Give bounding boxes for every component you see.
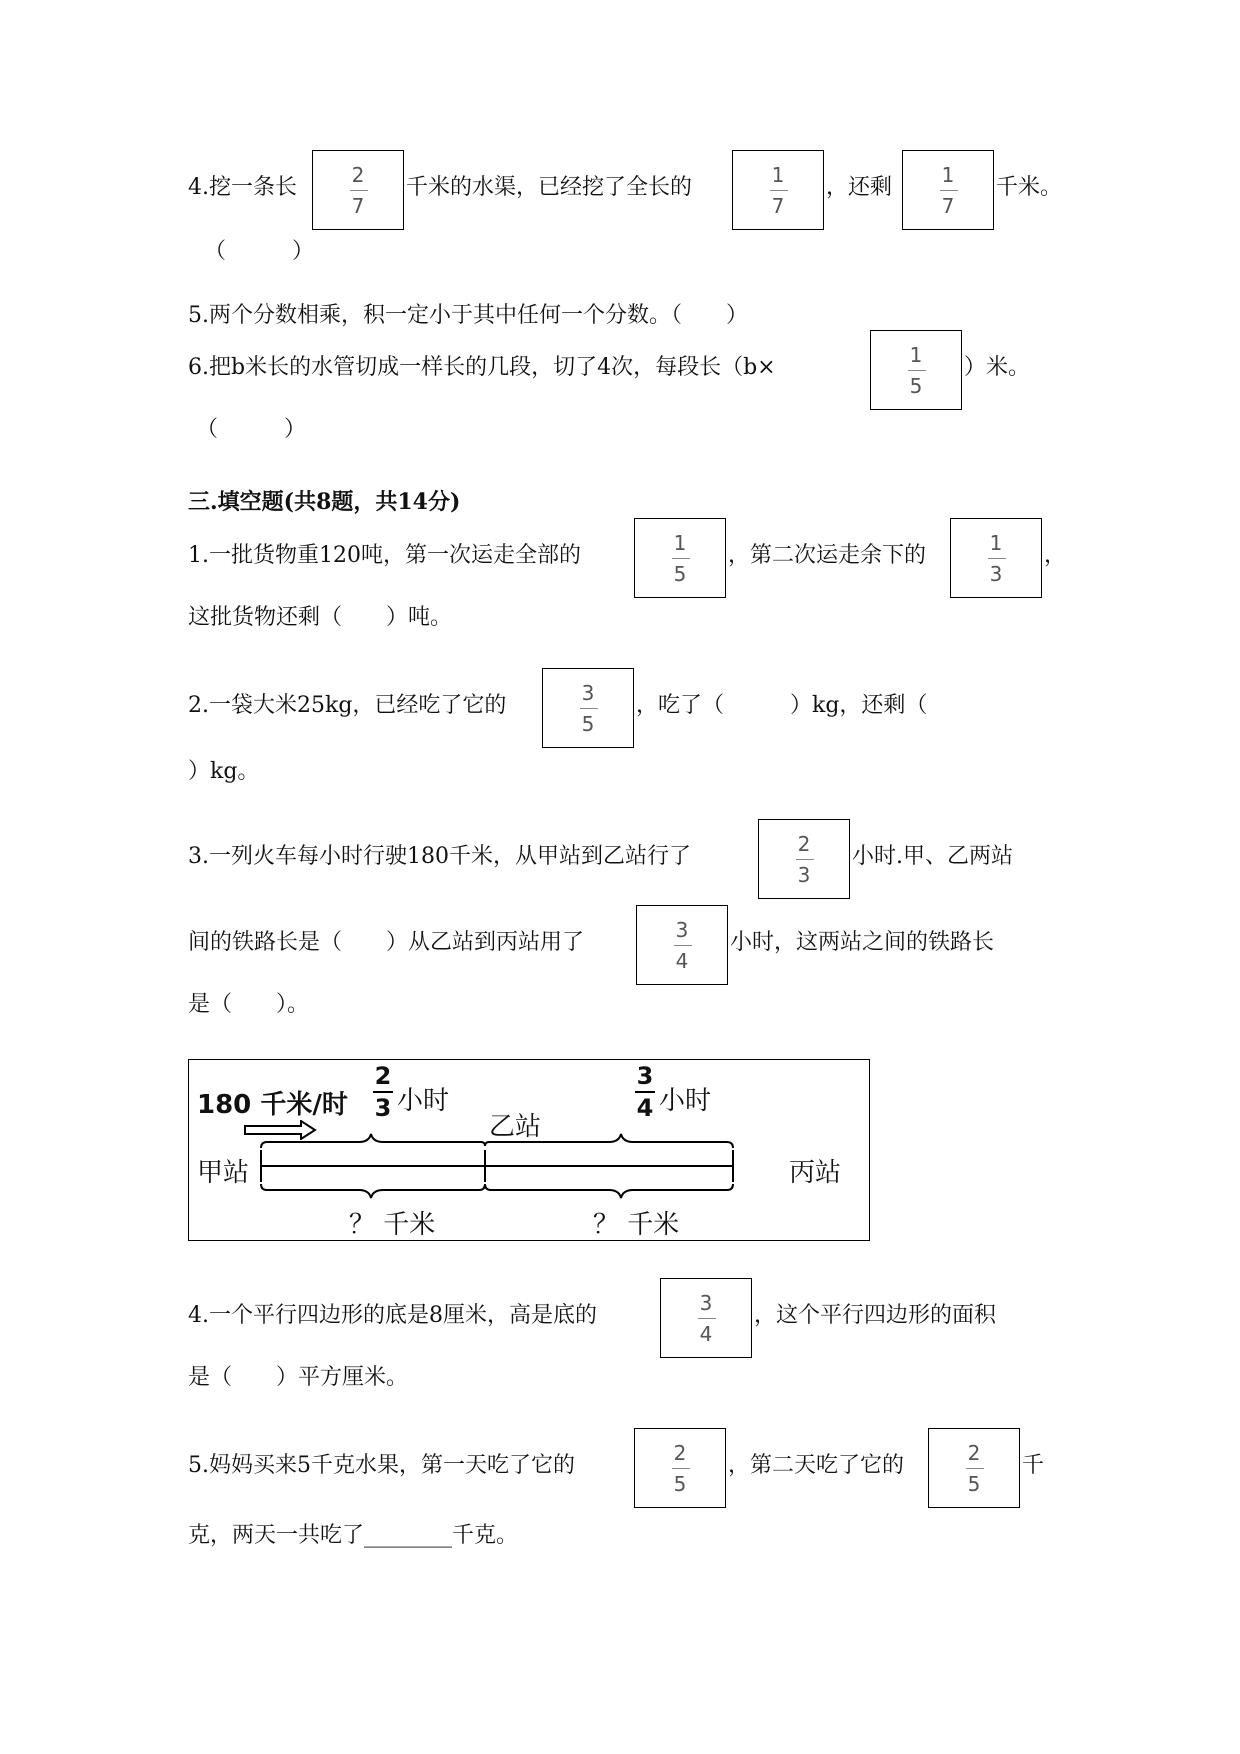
j6-text-a: 6.把b米长的水管切成一样长的几段，切了4次，每段长（b× (188, 355, 776, 380)
j4-answer-paren: （ ） (204, 239, 315, 264)
denominator: 4 (636, 1094, 654, 1122)
denominator: 4 (699, 1322, 713, 1346)
f3-text-c: 间的铁路长是（ ）从乙站到丙站用了 (188, 930, 585, 955)
f4-text-b: ，这个平行四边形的面积 (754, 1303, 997, 1328)
fraction-box (634, 1428, 726, 1508)
denominator: 5 (581, 712, 595, 736)
hours-label-2: 小时 (659, 1086, 712, 1116)
fraction-bar (908, 370, 926, 371)
fraction-box (660, 1278, 752, 1358)
fraction-bar (796, 859, 814, 860)
numerator: 3 (581, 681, 595, 705)
distance-label-2: ？ 千米 (593, 1210, 680, 1240)
numerator: 1 (989, 531, 1003, 555)
denominator: 5 (967, 1472, 981, 1496)
j4-text-c: ，还剩 (826, 175, 893, 200)
f5-text-b: ，第二天吃了它的 (728, 1453, 905, 1478)
fraction-bar (350, 190, 368, 191)
fraction-bar (966, 1468, 984, 1469)
numerator: 3 (699, 1291, 713, 1315)
numerator: 1 (941, 163, 955, 187)
denominator: 7 (771, 194, 785, 218)
fraction-box (542, 668, 634, 748)
denominator: 3 (989, 562, 1003, 586)
f5-text-c: 千 (1022, 1453, 1045, 1478)
f5-text-d: 克，两天一共吃了________千克。 (188, 1523, 519, 1548)
numerator: 2 (797, 832, 811, 856)
f3-text-a: 3.一列火车每小时行驶180千米，从甲站到乙站行了 (188, 844, 691, 869)
f1-text-a: 1.一批货物重120吨，第一次运走全部的 (188, 543, 581, 568)
f2-text-c: ）kg。 (188, 759, 260, 784)
station-a-label: 甲站 (197, 1158, 250, 1188)
fraction-bar (770, 190, 788, 191)
j6-text-b: ）米。 (964, 355, 1031, 380)
denominator: 3 (374, 1094, 392, 1122)
denominator: 7 (351, 194, 365, 218)
fraction-box (312, 150, 404, 230)
denominator: 5 (909, 374, 923, 398)
f1-text-d: 这批货物还剩（ ）吨。 (188, 605, 453, 630)
fraction-box (636, 905, 728, 985)
f1-text-b: ，第二次运走余下的 (728, 543, 927, 568)
fraction-box (758, 819, 850, 899)
f3-text-d: 小时，这两站之间的铁路长 (730, 930, 995, 955)
denominator: 5 (673, 562, 687, 586)
f2-text-b: ，吃了（ ）kg，还剩（ (636, 693, 928, 718)
j4-text-b: 千米的水渠，已经挖了全长的 (406, 175, 693, 200)
numerator: 2 (351, 163, 365, 187)
fraction-bar (674, 945, 692, 946)
j4-text-a: 4.挖一条长 (188, 175, 297, 200)
route-diagram (188, 1059, 870, 1241)
station-c-label: 丙站 (789, 1158, 842, 1188)
fraction-box (870, 330, 962, 410)
numerator: 2 (967, 1441, 981, 1465)
j6-answer-paren: （ ） (196, 417, 307, 442)
f3-text-b: 小时.甲、乙两站 (852, 844, 1013, 869)
fraction-bar (988, 558, 1006, 559)
section-title: 三.填空题(共8题，共14分) (188, 489, 461, 515)
fraction-bar (580, 708, 598, 709)
numerator: 1 (771, 163, 785, 187)
distance-label-1: ？ 千米 (349, 1210, 436, 1240)
j5-text: 5.两个分数相乘，积一定小于其中任何一个分数。（ ） (188, 303, 748, 328)
fraction-bar (940, 190, 958, 191)
denominator: 7 (941, 194, 955, 218)
numerator: 3 (675, 918, 689, 942)
denominator: 3 (797, 863, 811, 887)
f5-text-a: 5.妈妈买来5千克水果，第一天吃了它的 (188, 1453, 575, 1478)
route-lines (189, 1060, 869, 1240)
numerator: 2 (374, 1062, 392, 1090)
numerator: 3 (636, 1062, 654, 1090)
fraction-bar (672, 558, 690, 559)
hours-label-1: 小时 (397, 1086, 450, 1116)
fraction-box (634, 518, 726, 598)
numerator: 1 (673, 531, 687, 555)
f2-text-a: 2.一袋大米25kg，已经吃了它的 (188, 693, 507, 718)
numerator: 2 (673, 1441, 687, 1465)
f4-text-c: 是（ ）平方厘米。 (188, 1365, 409, 1390)
fraction-box (928, 1428, 1020, 1508)
fraction-box (950, 518, 1042, 598)
f3-text-e: 是（ ）。 (188, 992, 310, 1017)
denominator: 5 (673, 1472, 687, 1496)
numerator: 1 (909, 343, 923, 367)
f4-text-a: 4.一个平行四边形的底是8厘米，高是底的 (188, 1303, 597, 1328)
fraction-box (902, 150, 994, 230)
station-b-label: 乙站 (489, 1112, 542, 1142)
speed-label: 180 千米/时 (197, 1090, 348, 1120)
f1-text-c: ， (1044, 543, 1067, 568)
fraction-bar (672, 1468, 690, 1469)
j4-text-d: 千米。 (996, 175, 1063, 200)
fraction-bar (698, 1318, 716, 1319)
fraction-box (732, 150, 824, 230)
denominator: 4 (675, 949, 689, 973)
